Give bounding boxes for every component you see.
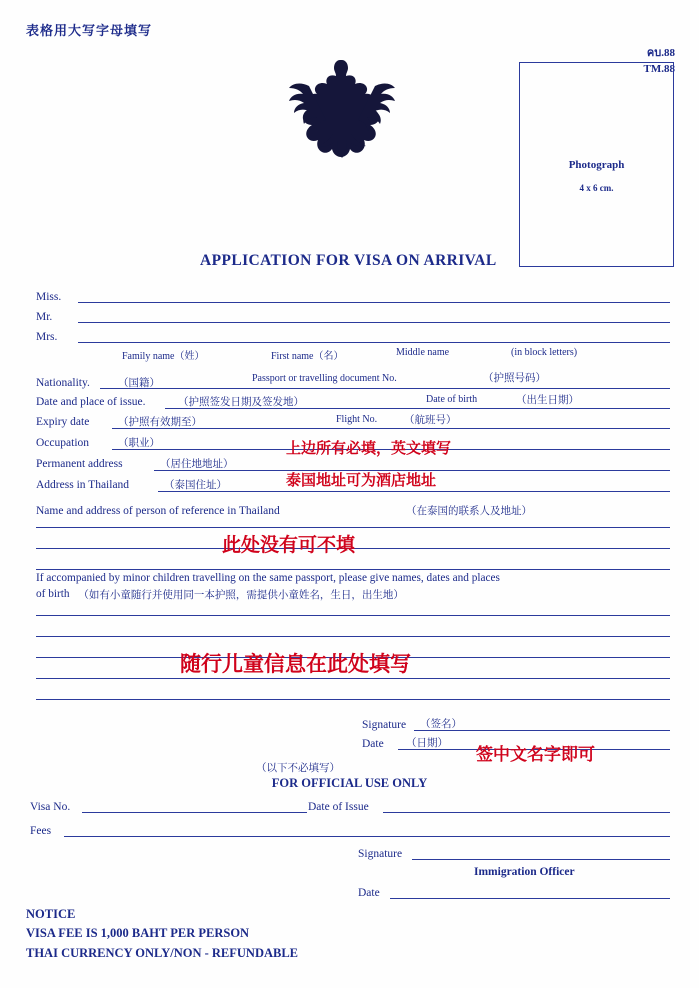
applicant-date-label-cn: （日期） xyxy=(406,737,448,749)
permanent-address-label: Permanent address xyxy=(36,458,123,470)
nationality-label: Nationality. xyxy=(36,377,90,389)
photograph-label: Photograph xyxy=(568,159,625,171)
notice-line-1: VISA FEE IS 1,000 BAHT PER PERSON xyxy=(26,926,250,941)
minor-children-line-e[interactable] xyxy=(36,699,670,700)
fees-label: Fees xyxy=(30,825,52,837)
minor-children-line1: If accompanied by minor children travelling on the same passport, please give names, dates and places xyxy=(36,572,500,584)
officer-date-label: Date xyxy=(358,887,380,899)
official-use-heading: FOR OFFICIAL USE ONLY xyxy=(271,776,428,790)
applicant-signature-label: Signature xyxy=(362,719,407,731)
visa-no-label: Visa No. xyxy=(30,801,71,813)
date-of-birth-label: Date of birth xyxy=(426,394,478,405)
first-name-caption: First name（名） xyxy=(271,351,344,362)
photograph-box xyxy=(519,62,674,267)
issue-date-place-label: Date and place of issue. xyxy=(36,396,146,408)
nationality-passport-line[interactable] xyxy=(100,388,670,389)
expiry-date-label-cn: （护照有效期至） xyxy=(118,416,202,428)
applicant-signature-label-cn: （签名） xyxy=(420,718,462,730)
reference-person-label-cn: （在泰国的联系人及地址） xyxy=(406,505,532,517)
page-title: APPLICATION FOR VISA ON ARRIVAL xyxy=(200,252,497,269)
notice-block xyxy=(26,905,298,963)
family-name-caption: Family name（姓） xyxy=(122,351,205,362)
reference-person-label: Name and address of person of reference in Thailand xyxy=(36,505,280,517)
expiry-date-label: Expiry date xyxy=(36,416,90,428)
middle-name-caption: Middle name xyxy=(396,347,450,358)
issue-date-place-label-cn: （护照签发日期及签发地） xyxy=(178,396,304,408)
issue-dob-line[interactable] xyxy=(165,408,670,409)
date-of-issue-line[interactable] xyxy=(383,812,670,813)
occupation-label: Occupation xyxy=(36,437,90,449)
salutation-mr-line[interactable] xyxy=(78,322,670,323)
flight-no-label-cn: （航班号） xyxy=(404,414,457,426)
minor-children-cn: （如有小童随行并使用同一本护照，需提供小童姓名，生日，出生地） xyxy=(78,589,404,601)
applicant-date-label: Date xyxy=(362,738,384,750)
expiry-flight-line[interactable] xyxy=(112,428,670,429)
annotation-optional-here: 此处没有可不填 xyxy=(222,534,356,556)
salutation-mr-label: Mr. xyxy=(36,311,53,323)
officer-signature-line[interactable] xyxy=(412,859,670,860)
immigration-officer-label: Immigration Officer xyxy=(474,866,575,878)
officer-signature-label: Signature xyxy=(358,848,403,860)
form-code-thai: คบ.88 xyxy=(646,47,675,59)
passport-no-label: Passport or travelling document No. xyxy=(252,373,397,384)
thailand-address-line[interactable] xyxy=(158,491,670,492)
minor-children-paragraph-2 xyxy=(36,586,672,603)
fees-line[interactable] xyxy=(64,836,670,837)
form-instruction-header: 表格用大写字母填写 xyxy=(26,24,153,39)
date-of-birth-label-cn: （出生日期） xyxy=(516,394,579,406)
official-use-cn-note: （以下不必填写） xyxy=(256,762,340,774)
applicant-signature-line[interactable] xyxy=(414,730,670,731)
garuda-emblem-icon xyxy=(287,56,397,161)
annotation-top-required: 上边所有必填，英文填写 xyxy=(286,439,452,457)
passport-no-label-cn: （护照号码） xyxy=(483,372,546,384)
salutation-miss-label: Miss. xyxy=(36,291,62,303)
date-of-issue-label: Date of Issue xyxy=(308,801,369,813)
nationality-label-cn: （国籍） xyxy=(118,377,160,389)
annotation-sign-chinese: 签中文名字即可 xyxy=(476,745,595,765)
thailand-address-label: Address in Thailand xyxy=(36,479,130,491)
block-letters-caption: (in block letters) xyxy=(511,347,578,358)
permanent-address-label-cn: （居住地地址） xyxy=(160,458,234,470)
notice-line-2: THAI CURRENCY ONLY/NON - REFUNDABLE xyxy=(26,945,299,960)
photograph-size-label: 4 x 6 cm. xyxy=(579,183,614,193)
flight-no-label: Flight No. xyxy=(336,414,378,425)
annotation-children-info: 随行儿童信息在此处填写 xyxy=(180,652,411,676)
notice-heading: NOTICE xyxy=(26,907,76,921)
minor-children-line2: of birth xyxy=(36,588,70,600)
visa-no-line[interactable] xyxy=(82,812,307,813)
minor-children-paragraph xyxy=(36,570,672,587)
thailand-address-label-cn: （泰国住址） xyxy=(164,479,227,491)
salutation-mrs-line[interactable] xyxy=(78,342,670,343)
minor-children-line-a[interactable] xyxy=(36,615,670,616)
form-code-latin: TM.88 xyxy=(643,62,675,75)
occupation-label-cn: （职业） xyxy=(118,437,160,449)
minor-children-line-b[interactable] xyxy=(36,636,670,637)
officer-date-line[interactable] xyxy=(390,898,670,899)
minor-children-line-d[interactable] xyxy=(36,678,670,679)
salutation-mrs-label: Mrs. xyxy=(36,331,58,343)
salutation-miss-line[interactable] xyxy=(78,302,670,303)
reference-person-line-1[interactable] xyxy=(36,527,670,528)
annotation-thailand-address: 泰国地址可为酒店地址 xyxy=(286,471,437,489)
